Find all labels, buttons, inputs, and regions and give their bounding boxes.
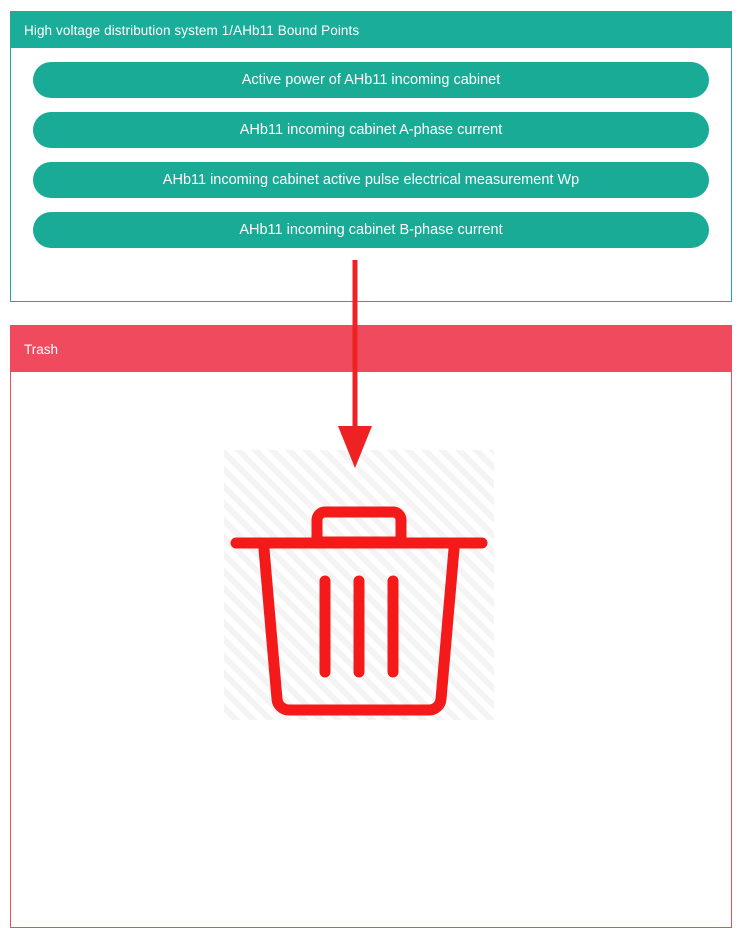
bound-points-title: High voltage distribution system 1/AHb11 Bound Points: [11, 12, 731, 48]
trash-panel-title: Trash: [11, 326, 731, 372]
list-item[interactable]: AHb11 incoming cabinet B-phase current: [33, 212, 709, 248]
bound-points-panel: [10, 11, 732, 302]
list-item[interactable]: Active power of AHb11 incoming cabinet: [33, 62, 709, 98]
list-item[interactable]: AHb11 incoming cabinet active pulse electrical measurement Wp: [33, 162, 709, 198]
list-item[interactable]: AHb11 incoming cabinet A-phase current: [33, 112, 709, 148]
bound-points-list: [11, 48, 731, 248]
trash-panel[interactable]: [10, 325, 732, 928]
trash-drop-zone[interactable]: [11, 372, 731, 927]
trash-can-icon: [224, 450, 494, 720]
